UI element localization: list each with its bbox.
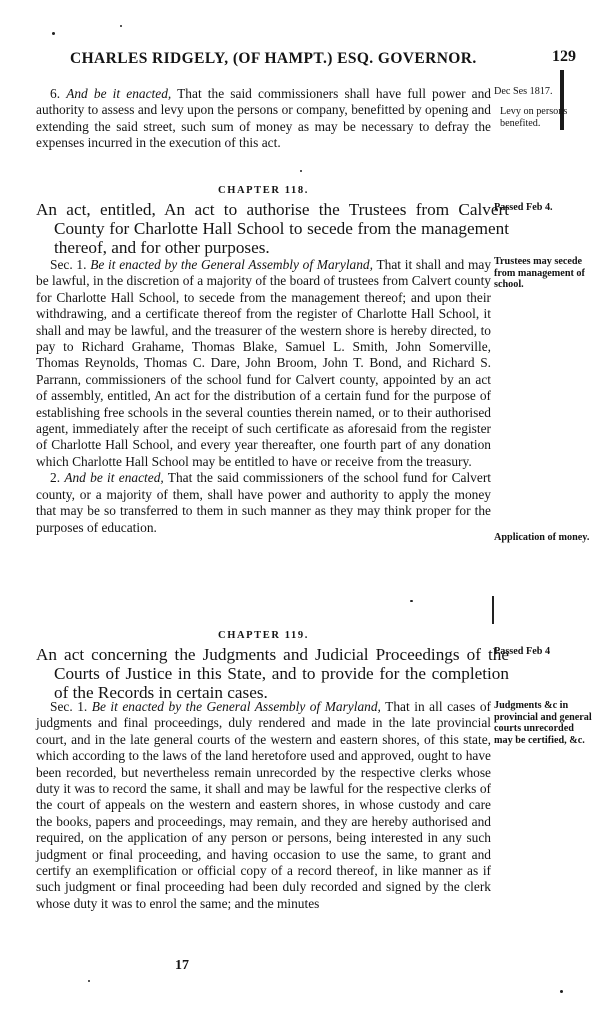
section-6-continued xyxy=(36,86,491,152)
chapter-119-title: An act concerning the Judgments and Judicial Proceedings of the Courts of Justice in this State, and to provide for the completion of the Records in certain cases. xyxy=(36,645,509,702)
scan-speck xyxy=(410,600,413,602)
margin-date-session: Dec Ses 1817. xyxy=(494,86,553,97)
running-title: CHARLES RIDGELY, (OF HAMPT.) ESQ. GOVERNOR. xyxy=(70,50,477,67)
chapter-118-body xyxy=(36,257,491,536)
chapter-119-sec-1: Sec. 1. Be it enacted by the General Assembly of Maryland, That in all cases of judgments and final proceedings, duly rendered and made in the late provincial court, and in the late general courts of the western and eastern shores, of this state, which according to the laws of the land heretofore used and approved, ought to have been recorded, but nevertheless remain unrecorded by the respective clerks whose duty it was to record the same, it shall and may be lawful for the respective clerks of the court of appeals on the western and eastern shores, in whose custody and care the books, papers and proceedings, may remain, and they are hereby authorised and required, on the application of any person or persons, being interested in any such judgment or final proceeding, and having occasion to use the same, to grant and certify an exemplification or official copy of a record thereof, in like manner as if such judgment or final proceeding had been duly recorded and signed by the clerk whose duty it was to enrol the same; and the minutes xyxy=(36,699,492,911)
signature-mark: 17 xyxy=(175,958,189,973)
chapter-119-heading: CHAPTER 119. xyxy=(218,630,309,641)
margin-application-money: Application of money. xyxy=(494,532,590,543)
running-header xyxy=(36,48,576,70)
chapter-118-sec-2: 2. And be it enacted, That the said commissioners of the school fund for Calvert county, or a majority of them, shall have power and authority to apply the money that may be so transferred to them in such manner as they may think proper for the purposes of education. xyxy=(36,470,491,535)
scan-speck xyxy=(120,25,122,27)
chapter-119-body xyxy=(36,699,491,912)
section-6-paragraph: 6. And be it enacted, That the said commissioners shall have full power and authority to assess and levy upon the persons or company, benefitted by opening and extending the said street, such sum of money as may be necessary to defray the expenses incurred in the execution of this act. xyxy=(36,86,491,151)
margin-passed-119: Passed Feb 4 xyxy=(494,646,551,657)
scan-speck xyxy=(560,990,563,993)
page-number: 129 xyxy=(552,48,576,65)
margin-passed-118: Passed Feb 4. xyxy=(494,202,553,213)
margin-levy: Levy on persons benefited. xyxy=(500,106,568,129)
chapter-118-title: An act, entitled, An act to authorise the Trustees from Calvert County for Charlotte Hall School to secede from the management thereof, and for other purposes. xyxy=(36,200,509,257)
chapter-118-sec-1: Sec. 1. Be it enacted by the General Assembly of Maryland, That it shall and may be lawful, in the discretion of a majority of the board of trustees from Calvert county for Charlotte Hall School, to secede from the management thereof; and upon their withdrawing, and a certificate thereof from the register of Charlotte Hall School, it shall and may be lawful, and the treasurer of the western shore is hereby directed, to pay to Richard Grahame, Thomas Blake, Samuel L. Smith, John Somerville, Thomas Reynolds, Thomas C. Dare, John Broom, John T. Bond, and Richard S. Parrann, commissioners of the school fund for Calvert county, appointed by an act of assembly, entitled, An act for the distribution of a certain fund for the purpose of establishing free schools in the several counties therein named, or to their authorised agent, immediately after the receipt of such certificate as aforesaid from the register of Charlotte Hall School, and every year thereafter, one fourth part of any donation which Charlotte Hall School may be entitled to have or receive from the treasury. xyxy=(36,257,492,469)
margin-judgments: Judgments &c in provincial and general courts unrecorded may be certified, &c. xyxy=(494,700,592,746)
chapter-118-heading: CHAPTER 118. xyxy=(218,185,309,196)
scan-speck xyxy=(300,170,302,172)
scan-mark xyxy=(492,596,494,624)
scan-speck xyxy=(88,980,90,982)
scan-speck xyxy=(52,32,55,35)
margin-trustees-secede: Trustees may secede from management of school. xyxy=(494,256,585,290)
